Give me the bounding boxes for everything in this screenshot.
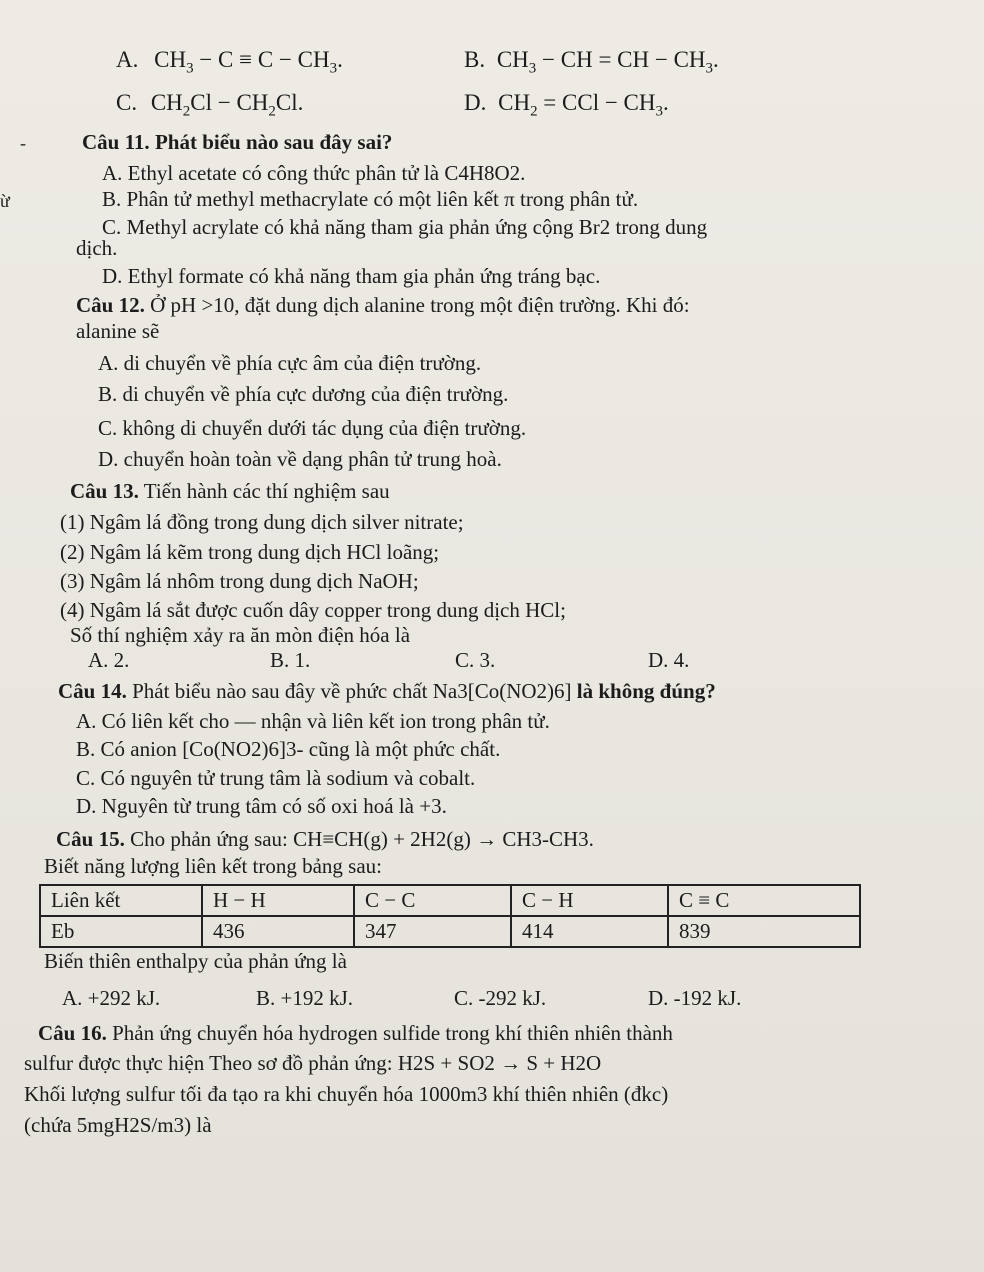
q16-equation: H2S + SO2 → S + H2O bbox=[397, 1051, 602, 1075]
table-cell: C − H bbox=[511, 885, 668, 916]
q12-stem-cont: alanine sẽ bbox=[76, 319, 160, 343]
table-cell: C ≡ C bbox=[668, 885, 860, 916]
q14-option-c: C. Có nguyên tử trung tâm là sodium và cobalt. bbox=[76, 766, 476, 790]
table-cell: 839 bbox=[668, 916, 860, 947]
q14-option-a: A. Có liên kết cho — nhận và liên kết ion trong phân tử. bbox=[76, 709, 550, 733]
q10-option-d: D. $CH_2$ = CCl − $CH_3$. bbox=[464, 90, 669, 120]
q16-volume: 1000m3 bbox=[418, 1082, 488, 1106]
q13-experiment-3: (3) Ngâm lá nhôm trong dung dịch NaOH; bbox=[60, 569, 419, 593]
table-cell: 436 bbox=[202, 916, 354, 947]
margin-mark-dash: - bbox=[20, 133, 26, 153]
q13-stem: Câu 13. Tiến hành các thí nghiệm sau bbox=[70, 479, 390, 503]
table-cell: C − C bbox=[354, 885, 511, 916]
margin-mark-char: ừ bbox=[0, 191, 10, 211]
q15-table-intro: Biết năng lượng liên kết trong bảng sau: bbox=[44, 854, 383, 878]
q11-option-a: A. Ethyl acetate có công thức phân tử là C4H8O2. bbox=[102, 161, 526, 185]
q11-option-b: B. Phân tử methyl methacrylate có một liên kết π trong phân tử. bbox=[102, 187, 639, 211]
q13-option-b: B. 1. bbox=[270, 648, 311, 672]
q12-stem: Câu 12. Ở pH >10, đặt dung dịch alanine trong một điện trường. Khi đó: bbox=[76, 293, 690, 317]
q15-question: Biến thiên enthalpy của phản ứng là bbox=[44, 949, 347, 973]
q11-option-c-cont: dịch. bbox=[76, 236, 118, 260]
q13-experiment-4: (4) Ngâm lá sắt được cuốn dây copper trong dung dịch HCl; bbox=[60, 598, 566, 622]
q14-complex-formula: Na3[Co(NO2)6] bbox=[432, 679, 572, 703]
table-cell: Eb bbox=[40, 916, 202, 947]
bond-energy-table bbox=[39, 884, 861, 948]
table-cell: 347 bbox=[354, 916, 511, 947]
q15-option-d: D. -192 kJ. bbox=[648, 986, 742, 1010]
q10-option-c: C. $CH_2Cl - CH_2Cl$. bbox=[116, 90, 304, 120]
q13-option-c: C. 3. bbox=[455, 648, 496, 672]
table-header-row bbox=[40, 885, 860, 916]
q12-option-c: C. không di chuyển dưới tác dụng của điện trường. bbox=[98, 416, 527, 440]
q11-option-d: D. Ethyl formate có khả năng tham gia phản ứng tráng bạc. bbox=[102, 264, 601, 288]
q12-option-a: A. di chuyển về phía cực âm của điện trường. bbox=[98, 351, 482, 375]
q15-option-c: C. -292 kJ. bbox=[454, 986, 547, 1010]
q16-line-4: (chứa 5mgH2S/m3) là bbox=[24, 1113, 212, 1137]
q13-question: Số thí nghiệm xảy ra ăn mòn điện hóa là bbox=[70, 623, 411, 647]
q13-experiment-1: (1) Ngâm lá đồng trong dung dịch silver nitrate; bbox=[60, 510, 464, 534]
q13-option-a: A. 2. bbox=[88, 648, 130, 672]
q14-option-b: B. Có anion [Co(NO2)6]3- cũng là một phức chất. bbox=[76, 737, 501, 761]
q14-stem: Câu 14. Phát biểu nào sau đây về phức chất Na3[Co(NO2)6] là không đúng? bbox=[58, 679, 716, 703]
q15-option-a: A. +292 kJ. bbox=[62, 986, 161, 1010]
q14-option-d: D. Nguyên từ trung tâm có số oxi hoá là +3. bbox=[76, 794, 447, 818]
q16-line-1: Câu 16. Phản ứng chuyển hóa hydrogen sulfide trong khí thiên nhiên thành bbox=[38, 1021, 673, 1045]
q16-line-2: sulfur được thực hiện Theo sơ đồ phản ứng: H2S + SO2 → S + H2O bbox=[24, 1051, 602, 1075]
q12-option-b: B. di chuyển về phía cực dương của điện trường. bbox=[98, 382, 509, 406]
q13-option-d: D. 4. bbox=[648, 648, 690, 672]
q15-stem: Câu 15. Cho phản ứng sau: CH≡CH(g) + 2H2(g) → CH3-CH3. bbox=[56, 827, 594, 851]
table-cell: 414 bbox=[511, 916, 668, 947]
q13-experiment-2: (2) Ngâm lá kẽm trong dung dịch HCl loãng; bbox=[60, 540, 440, 564]
table-cell: H − H bbox=[202, 885, 354, 916]
q11-stem: Câu 11. Phát biểu nào sau đây sai? bbox=[82, 130, 393, 154]
q11-option-c: C. Methyl acrylate có khả năng tham gia phản ứng cộng Br2 trong dung bbox=[102, 215, 708, 239]
table-cell: Liên kết bbox=[40, 885, 202, 916]
q12-option-d: D. chuyển hoàn toàn về dạng phân tử trung hoà. bbox=[98, 447, 502, 471]
q10-option-b: B. $CH_3$ − CH = CH − $CH_3$. bbox=[464, 47, 719, 77]
q15-option-b: B. +192 kJ. bbox=[256, 986, 354, 1010]
q14-anion-formula: [Co(NO2)6]3- bbox=[182, 737, 304, 761]
q10-option-a: A. $CH_3 - C \equiv C - CH_3$. bbox=[116, 47, 343, 77]
table-row bbox=[40, 916, 860, 947]
q16-concentration: 5mgH2S/m3 bbox=[76, 1113, 185, 1137]
q16-line-3: Khối lượng sulfur tối đa tạo ra khi chuyển hóa 1000m3 khí thiên nhiên (đkc) bbox=[24, 1082, 669, 1106]
